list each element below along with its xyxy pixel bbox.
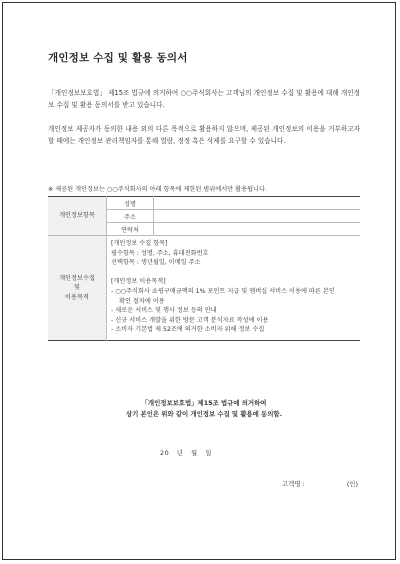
purpose-header-line: 이용목적 [65, 293, 89, 301]
document-title: 개인정보 수집 및 활용 동의서 [48, 52, 188, 64]
required-items: 필수항목 : 성명, 주소, 휴대전화번호 [111, 249, 209, 257]
personal-info-header: 개인정보항목 [48, 197, 107, 236]
contact-field[interactable] [154, 223, 361, 236]
collection-items-title: [개인정보 수집 항목] [111, 240, 168, 247]
purpose-item: - 소비자 기본법 제 52조에 의거한 소비자 위해 정보 수집 [111, 326, 265, 334]
purpose-item-continued: 확인 절차에 이용 [119, 297, 165, 305]
purpose-item: - ○○주식회사 쇼핑구매금액의 1% 포인트 지급 및 멤버십 서비스 이용에 따른 본인 [111, 287, 335, 295]
table-row [48, 236, 360, 341]
seal-mark: (인) [346, 480, 358, 488]
contact-label: 연락처 [107, 223, 154, 236]
address-field[interactable] [154, 210, 361, 223]
name-field[interactable] [154, 197, 361, 210]
purpose-header-line: 및 [74, 284, 80, 292]
table-row [48, 197, 360, 210]
signature-line [282, 479, 358, 488]
usage-notice: ※ 제공된 개인정보는 ○○주식회사의 아래 항목에 제한된 범위에서만 활용됩니다. [48, 186, 267, 193]
purpose-content [107, 236, 361, 341]
name-label: 성명 [107, 197, 154, 210]
consent-info-table [48, 196, 360, 341]
consent-line: 「개인정보보호법」제15조 법규에 의거하여 [141, 399, 267, 407]
intro-paragraph: 「개인정보보호법」 제15조 법규에 의거하여 ○○주식회사는 고객님의 개인정보 수집 및 활용에 대해 개인정보 수집 및 활용 동의서를 받고 있습니다. [48, 89, 360, 109]
rights-paragraph: 개인정보 제공자가 동의한 내용 외의 다른 목적으로 활용하지 않으며, 제공된 개인정보의 이용을 거부하고자 할 때에는 개인정보 관리책임자를 통해 열람, 정정 혹은 삭제를 요구할 수 있습니다. [48, 125, 360, 145]
address-label: 주소 [107, 210, 154, 223]
consent-line: 상기 본인은 위와 같이 개인정보 수집 및 활용에 동의함. [125, 410, 283, 418]
purpose-item: - 새로운 서비스 및 행사 정보 등의 안내 [111, 307, 217, 315]
purpose-item: - 신규 서비스 개발을 위한 방문 고객 분석자료 작성에 이용 [111, 316, 269, 324]
optional-items: 선택항목 : 생년월일, 이메일 주소 [111, 259, 201, 267]
consent-statement [48, 398, 360, 420]
date-line: 20 년 월 일 [160, 449, 212, 457]
usage-purpose-title: [개인정보 이용목적] [111, 278, 166, 286]
purpose-header-line: 개인정보수집 [59, 274, 95, 282]
purpose-header [48, 236, 107, 341]
customer-name-label: 고객명 : [282, 480, 305, 488]
